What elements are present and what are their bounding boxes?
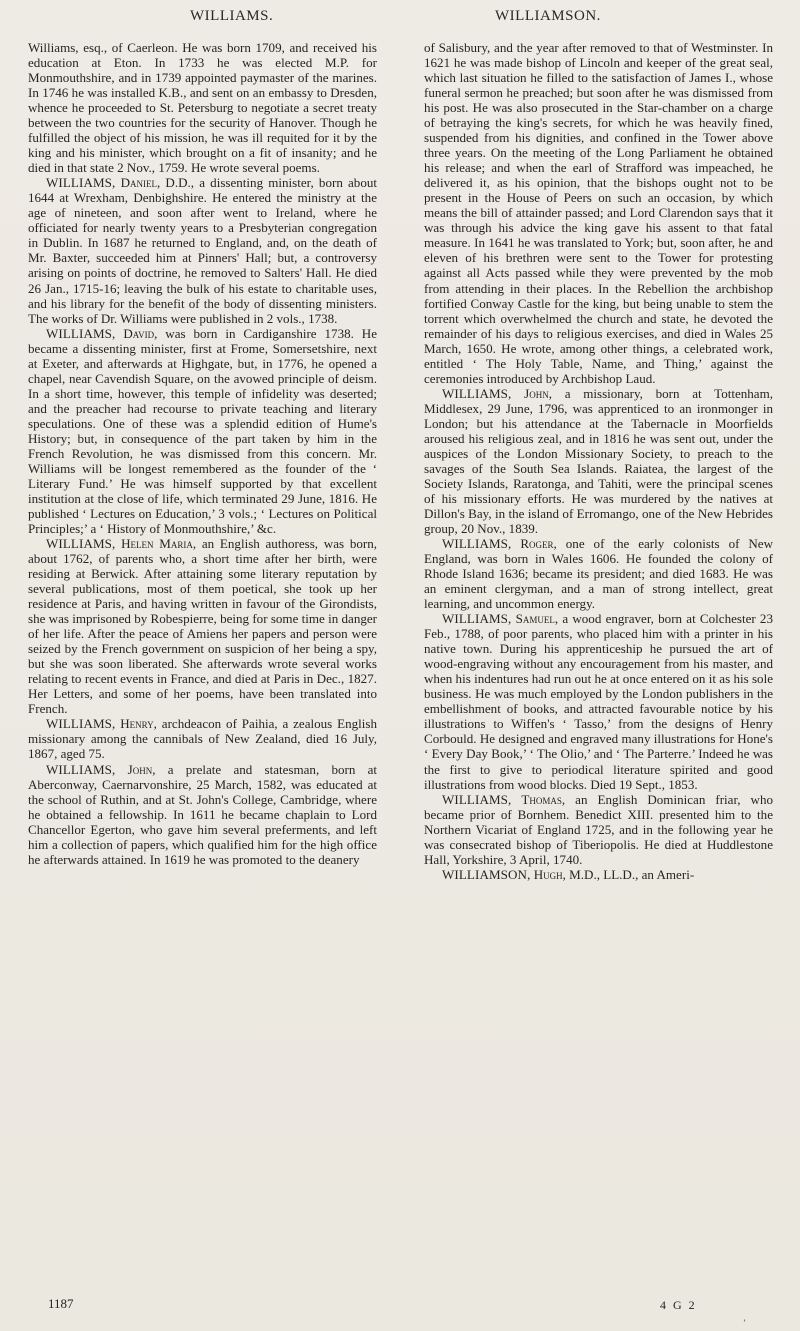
entry-text: D.D., a dissenting minister, born about 1644 at Wrexham, Denbighshire. He entered the ministry at the age of nineteen, and soon after went to Ireland, where he officiated for nearly twenty years to a Presbyterian congregation in Dublin. In 1687 he returned to England, and, on the death of Mr. Baxter, succeeded him at Pinners' Hall; but, a controversy arising on points of doctrine, he removed to Salters' Hall. He died 26 Jan., 1715-16; leaving the bulk of his estate to charitable uses, and his library for the benefit of the body of dissenting ministers. The works of Dr. Williams were published in 2 vols., 1738. [28,175,377,326]
entry-text: a missionary, born at Tottenham, Middlesex, 29 June, 1796, was apprenticed to an ironmonger in London; but his attendance at the Tabernacle in Moorfields aroused his religious zeal, and in 1816 he was sent out, under the auspices of the London Missionary Society, to preach to the savages of the South Sea Islands. Raiatea, the largest of the Society Islands, Raratonga, and Tahiti, were the principal scenes of his missionary efforts. He was murdered by the natives at Dillon's Bay, in the island of Erromango, one of the New Hebrides group, 20 Nov., 1839. [424,385,774,536]
entry-continuation [424,40,773,386]
entry-headword: WILLIAMS, [46,761,116,777]
printer-signature: 4 G 2 [660,1298,697,1312]
entry-given-name: Henry, [120,716,157,732]
entry-headword: WILLIAMSON, [442,866,531,882]
right-column [424,40,773,882]
entry-given-name: John, [127,761,156,777]
entry-text: was born in Cardiganshire 1738. He became a dissenting minister, first at Frome, Somersetshire, next at Exeter, and afterwards at Highgate, but, in 1776, he opened a chapel, near Cavendish Square, on the avowed principle of deism. In a short time, however, this temple of infidelity was deserted; and the preacher had recourse to private teaching and literary speculations. One of these was a splendid edition of Hume's History; but, in consequence of the part taken by him in the French Revolution, he was dismissed from this concern. Mr. Williams will be longest remembered as the founder of the ‘ Literary Fund.’ He was himself supported by that excellent institution at the close of life, which terminated 29 June, 1816. He published ‘ Lectures on Education,’ 3 vols.; ‘ Lectures on Political Principles;’ a ‘ History of Monmouthshire,’ &c. [28,325,378,536]
entry-given-name: Samuel, [515,611,559,627]
entry-given-name: Hugh, [533,866,566,882]
entry-text: a wood engraver, born at Colchester 23 Feb., 1788, of poor parents, who placed him with a printer in his native town. During his apprenticeship he pursued the art of wood-engraving without any encouragement from his master, and when his indentures had run out he at once entered on it as his sole business. He was much employed by the London publishers in the embellishment of books, and attracted favourable notice by his illustrations to Wiffen's ‘ Tasso,’ from the designs of Henry Corbould. He designed and engraved many illustrations for Hone's ‘ Every Day Book,’ ‘ The Olio,’ and ‘ The Parterre.’ Indeed he was the first to give to periodical literature spirited and good illustrations from wood blocks. Died 19 Sept., 1853. [424,611,773,792]
entry-headword: WILLIAMS, [46,325,116,341]
entry-text: one of the early colonists of New England, was born in Wales 1606. He founded the colony of Rhode Island 1636; became its president; and died 1683. He was an eminent clergyman, and a man of strong intellect, great learning, and uncommon energy. [424,536,774,612]
entry-continuation [28,40,377,175]
entry-text: an English Dominican friar, who became prior of Bornhem. Benedict XIII. presented him to the Northern Vicariat of England 1725, and in the following year he was consecrated bishop of Tiberiopolis. He died at Huddlestone Hall, Yorkshire, 3 April, 1740. [424,791,774,867]
entry-given-name: Helen Maria, [121,536,197,552]
entry-given-name: David, [123,325,158,341]
dictionary-entry [28,326,377,536]
dictionary-entry [424,386,773,536]
running-head-left: WILLIAMS. [190,8,274,24]
entry-headword: WILLIAMS, [442,791,512,807]
entry-headword: WILLIAMS, [46,716,116,732]
entry-text: a prelate and statesman, born at Aberconway, Caernarvonshire, 25 March, 1582, was educated at the school of Ruthin, and at St. John's College, Cambridge, where he obtained a fellowship. In 1611 he became chaplain to Lord Chancellor Egerton, who gave him several preferments, and left him a collection of papers, which qualified him for the high office he afterwards attained. In 1619 he was promoted to the deanery [28,761,378,867]
left-column [28,40,377,867]
entry-text: Williams, esq., of Caerleon. He was born 1709, and received his education at Eton. In 1733 he was elected M.P. for Monmouthshire, and in 1739 appointed paymaster of the marines. In 1746 he was installed K.B., and sent on an embassy to Dresden, whence he proceeded to St. Petersburg to negotiate a secret treaty between the two countries for the security of Hanover. Though he fulfilled the object of his mission, he was ill requited for it by the king and his minister, which brought on a fit of insanity; and he died in that state 2 Nov., 1759. He wrote several poems. [28,40,377,176]
dictionary-entry [424,536,773,611]
entry-text: an English authoress, was born, about 1762, of parents who, a short time after her birth, were residing at Berwick. After attaining some literary reputation by several publications, most of them poetical, she took up her residence at Paris, and having written in favour of the Girondists, she was imprisoned by Robespierre, being for some time in danger of her life. After the peace of Amiens her papers and person were seized by the French government on suspicion of her being a spy, but she was soon liberated. She afterwards wrote several works relating to recent events in France, and died at Paris in Dec., 1827. Her Letters, and some of her poems, have been translated into French. [28,536,377,717]
entry-headword: WILLIAMS, [442,611,512,627]
entry-text: archdeacon of Paihia, a zealous English missionary among the cannibals of New Zealand, died 16 July, 1867, aged 75. [28,716,377,762]
page-number: 1187 [48,1296,74,1311]
entry-headword: WILLIAMS, [442,536,512,552]
entry-text: of Salisbury, and the year after removed to that of Westminster. In 1621 he was made bishop of Lincoln and keeper of the great seal, which last situation he filled to the satisfaction of James I., whose funeral sermon he preached; but soon after he was dismissed from his post. He was also prosecuted in the Star-chamber on a charge of betraying the king's secrets, for which he was heavily fined, suspended from his dignities, and confined in the Tower above three years. On the meeting of the Long Parliament he obtained his release; and when the earl of Strafford was impeached, he delivered it, as his opinion, that the bishops ought not to be present in the House of Peers on such an occasion, by which means the bill of attainder passed; and Lord Clarendon says that it was through his advice the king gave his assent to that fatal measure. In 1641 he was translated to York; but, soon after, he and eleven of his brethren were sent to the Tower for protesting against all Acts passed while they were prevented by the mob from attending in their places. In the Rebellion the archbishop fortified Conway Castle for the king, but being unable to stem the torrent which overwhelmed the church and state, he devoted the remainder of his days to religious exercises, and died in Wales 25 March, 1650. He wrote, among other things, a celebrated work, entitled ‘ The Holy Table, Name, and Thing,’ against the ceremonies introduced by Archbishop Laud. [424,40,773,386]
dictionary-entry [28,716,377,761]
entry-headword: WILLIAMS, [442,385,512,401]
entry-given-name: Roger, [520,536,557,552]
entry-headword: WILLIAMS, [46,536,116,552]
entry-given-name: Daniel, [120,175,161,191]
dictionary-entry [28,762,377,867]
dictionary-entry [424,792,773,867]
dictionary-entry [28,536,377,716]
entry-given-name: John, [524,385,552,401]
ink-speck-mark: ʼ [743,1318,746,1328]
entry-headword: WILLIAMS, [46,175,116,191]
running-head-right: WILLIAMSON. [495,8,601,24]
dictionary-entry [28,175,377,325]
entry-text: M.D., LL.D., an Ameri- [569,866,695,882]
dictionary-entry [424,611,773,791]
entry-given-name: Thomas, [521,791,566,807]
dictionary-entry [424,867,773,882]
